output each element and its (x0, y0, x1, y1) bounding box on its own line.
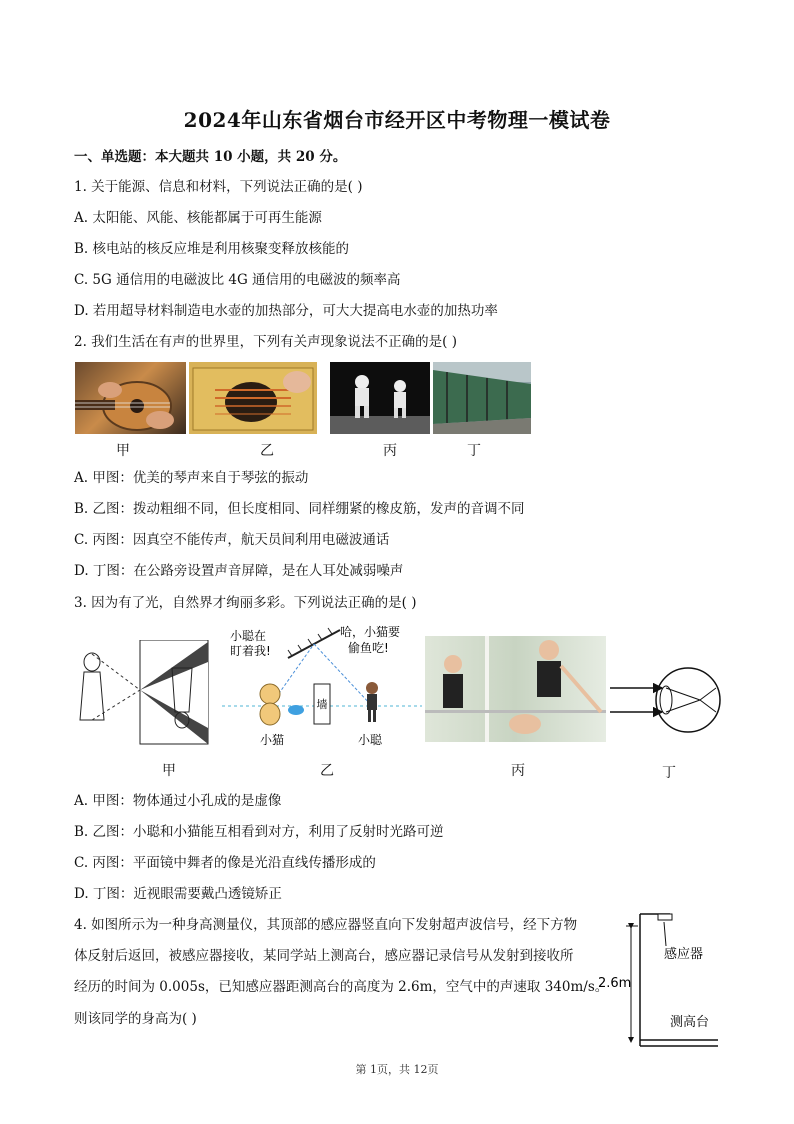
q3-option-b: B. 乙图：小聪和小猫能互相看到对方，利用了反射时光路可逆 (74, 824, 444, 840)
q2-photo-astronauts (330, 362, 430, 434)
q2-option-b: B. 乙图：拨动粗细不同，但长度相同、同样绷紧的橡皮筋，发声的音调不同 (74, 501, 525, 517)
q3-caption-1: 甲 (162, 763, 176, 779)
q3-caption-3: 丙 (511, 763, 525, 779)
platform-label: 测高台 (670, 1015, 710, 1030)
q4-figure-height-meter (598, 910, 726, 1056)
q1-option-c: C. 5G 通信用的电磁波比 4G 通信用的电磁波的频率高 (74, 272, 401, 288)
q2-photo-rubber-band-box (189, 362, 317, 434)
q3-option-c: C. 丙图：平面镜中舞者的像是光沿直线传播形成的 (74, 855, 376, 871)
q3-photo-dancer-mirror (425, 636, 606, 742)
q3-option-d: D. 丁图：近视眼需要戴凸透镜矫正 (74, 886, 282, 902)
q2-caption-4: 丁 (467, 443, 481, 459)
q2-option-c: C. 丙图：因真空不能传声，航天员间利用电磁波通话 (74, 532, 390, 548)
q1-option-a: A. 太阳能、风能、核能都属于可再生能源 (74, 210, 322, 226)
bubble-cat-line1: 小聪在 (230, 629, 267, 643)
q2-caption-3: 丙 (383, 443, 397, 459)
q4-line-4: 则该同学的身高为( ) (74, 1011, 197, 1027)
page-footer: 第 1页，共 12页 (355, 1063, 439, 1076)
q3-figure-mirror-cartoon (222, 622, 422, 752)
q3-stem: 3. 因为有了光，自然界才绚丽多彩。下列说法正确的是( ) (74, 595, 417, 611)
boy-label: 小聪 (358, 733, 383, 747)
q2-photo-guitar (75, 362, 186, 434)
q4-line-2: 体反射后返回，被感应器接收，某同学站上测高台，感应器记录信号从发射到接收所 (74, 948, 574, 964)
q3-caption-4: 丁 (662, 765, 676, 781)
cat-label: 小猫 (260, 733, 285, 747)
q1-option-d: D. 若用超导材料制造电水壶的加热部分，可大大提高电水壶的加热功率 (74, 303, 498, 319)
q3-figure-eye (608, 658, 724, 736)
q2-stem: 2. 我们生活在有声的世界里，下列有关声现象说法不正确的是( ) (74, 334, 457, 350)
q3-option-a: A. 甲图：物体通过小孔成的是虚像 (74, 793, 282, 809)
q1-stem: 1. 关于能源、信息和材料，下列说法正确的是( ) (74, 179, 363, 195)
bubble-cat-line2: 盯着我! (230, 644, 271, 658)
q3-figure-pinhole (70, 640, 210, 745)
bubble-boy-line2: 偷鱼吃! (348, 641, 389, 655)
q2-option-a: A. 甲图：优美的琴声来自于琴弦的振动 (74, 470, 309, 486)
q4-line-3: 经历的时间为 0.005s，已知感应器距测高台的高度为 2.6m，空气中的声速取 340m/s。 (74, 979, 609, 995)
sensor-label: 感应器 (664, 947, 704, 962)
section-heading: 一、单选题：本大题共 10 小题，共 20 分。 (74, 149, 347, 165)
q2-option-d: D. 丁图：在公路旁设置声音屏障，是在人耳处减弱噪声 (74, 563, 404, 579)
q2-caption-2: 乙 (260, 443, 274, 459)
page-title: 2024年山东省烟台市经开区中考物理一模试卷 (183, 108, 611, 132)
q3-caption-2: 乙 (320, 763, 334, 779)
q1-option-b: B. 核电站的核反应堆是利用核聚变释放核能的 (74, 241, 350, 257)
wall-label: 墙 (316, 698, 328, 711)
q2-photo-noise-barrier (433, 362, 531, 434)
q4-line-1: 4. 如图所示为一种身高测量仪，其顶部的感应器竖直向下发射超声波信号，经下方物 (74, 917, 578, 933)
bubble-boy-line1: 哈，小猫要 (340, 625, 401, 639)
q2-caption-1: 甲 (116, 443, 130, 459)
height-label: 2.6m (598, 976, 632, 991)
